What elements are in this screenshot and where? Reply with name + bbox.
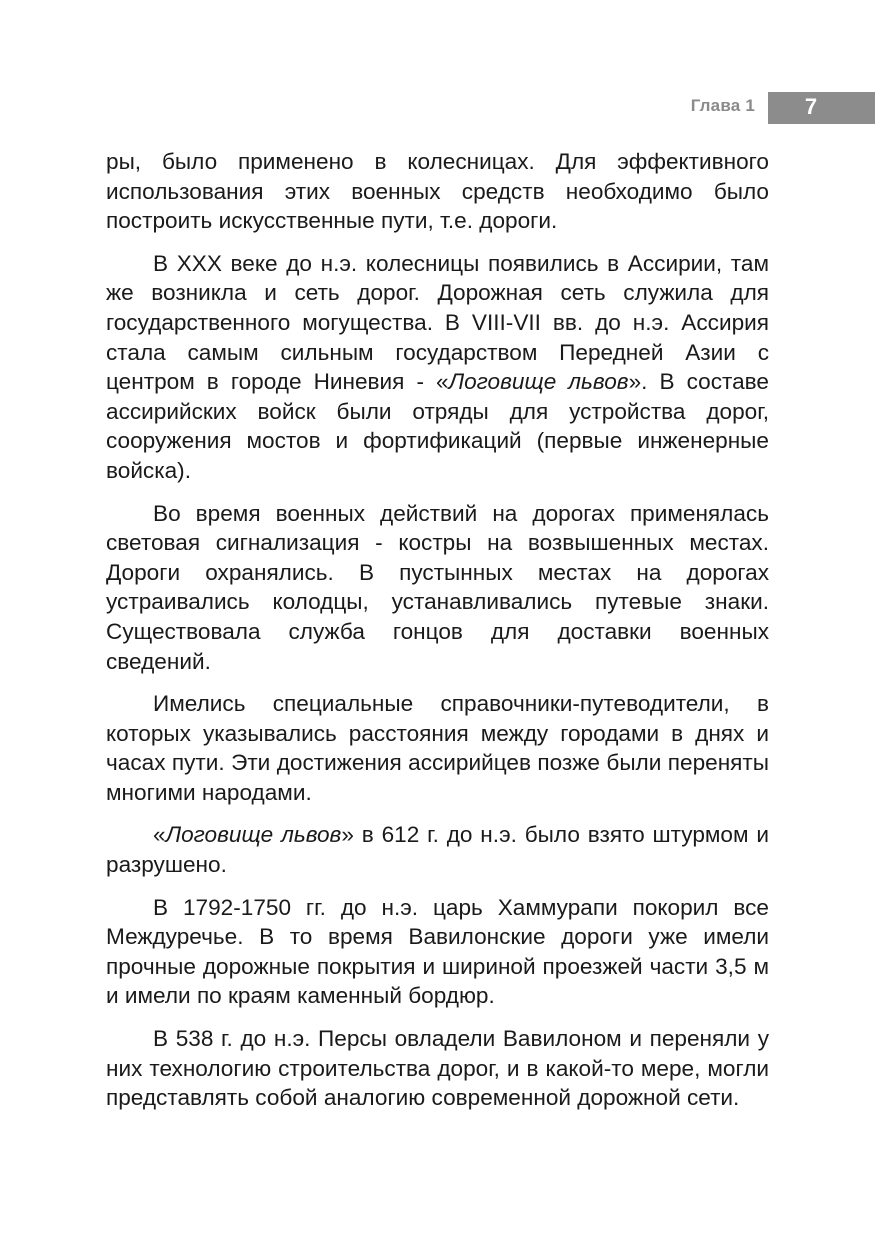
chapter-label: Глава 1	[690, 96, 755, 115]
paragraph-2-start: В XXX веке до н.э. колесницы появились в Ассирии, там же возникла и сеть дорог. Дорожная сеть служила для государственного могущества. В VIII-VII вв. до н.э. Ассирия стала самым сильным государством Передней Азии с центром в городе Ниневия - «	[106, 250, 769, 395]
paragraph-2-end: ». В составе ассирийских войск были отряды для устройства дорог, сооружения мостов и фортификаций (первые инженерные войска).	[106, 369, 769, 483]
page-number: 7	[804, 94, 818, 119]
paragraph-3: Во время военных действий на дорогах применялась световая сигнализация - костры на возвышенных местах. Дороги охранялись. В пустынных местах на дорогах устраивались колодцы, устанавливались путевые знаки. Существовала служба гонцов для доставки военных сведений.	[106, 500, 769, 674]
page-header	[0, 92, 875, 126]
paragraph-5	[106, 820, 769, 879]
paragraph-7: В 538 г. до н.э. Персы овладели Вавилоном и переняли у них технологию строительства дорог, и в какой-то мере, могли представлять собой аналогию современной дорожной сети.	[106, 1026, 769, 1111]
paragraph-5-start: «	[153, 822, 166, 848]
city-nickname: Логовище львов	[448, 369, 629, 395]
body-text	[106, 147, 769, 1126]
page-number-box	[768, 92, 875, 124]
paragraph-6: В 1792-1750 гг. до н.э. царь Хаммурапи покорил все Междуречье. В то время Вавилонские дороги уже имели прочные дорожные покрытия и шириной проезжей части 3,5 м и имели по краям каменный бордюр.	[106, 894, 769, 1009]
paragraph-1: ры, было применено в колесницах. Для эффективного использования этих военных средств необходимо было построить искусственные пути, т.е. дороги.	[106, 149, 769, 234]
paragraph-2	[106, 249, 769, 486]
paragraph-4: Имелись специальные справочники-путеводители, в которых указывались расстояния между городами в днях и часах пути. Эти достижения ассирийцев позже были переняты многими народами.	[106, 691, 769, 805]
city-nickname: Логовище львов	[165, 822, 342, 848]
paragraph-5-end: » в 612 г. до н.э. было взято штурмом и разрушено.	[106, 822, 769, 878]
